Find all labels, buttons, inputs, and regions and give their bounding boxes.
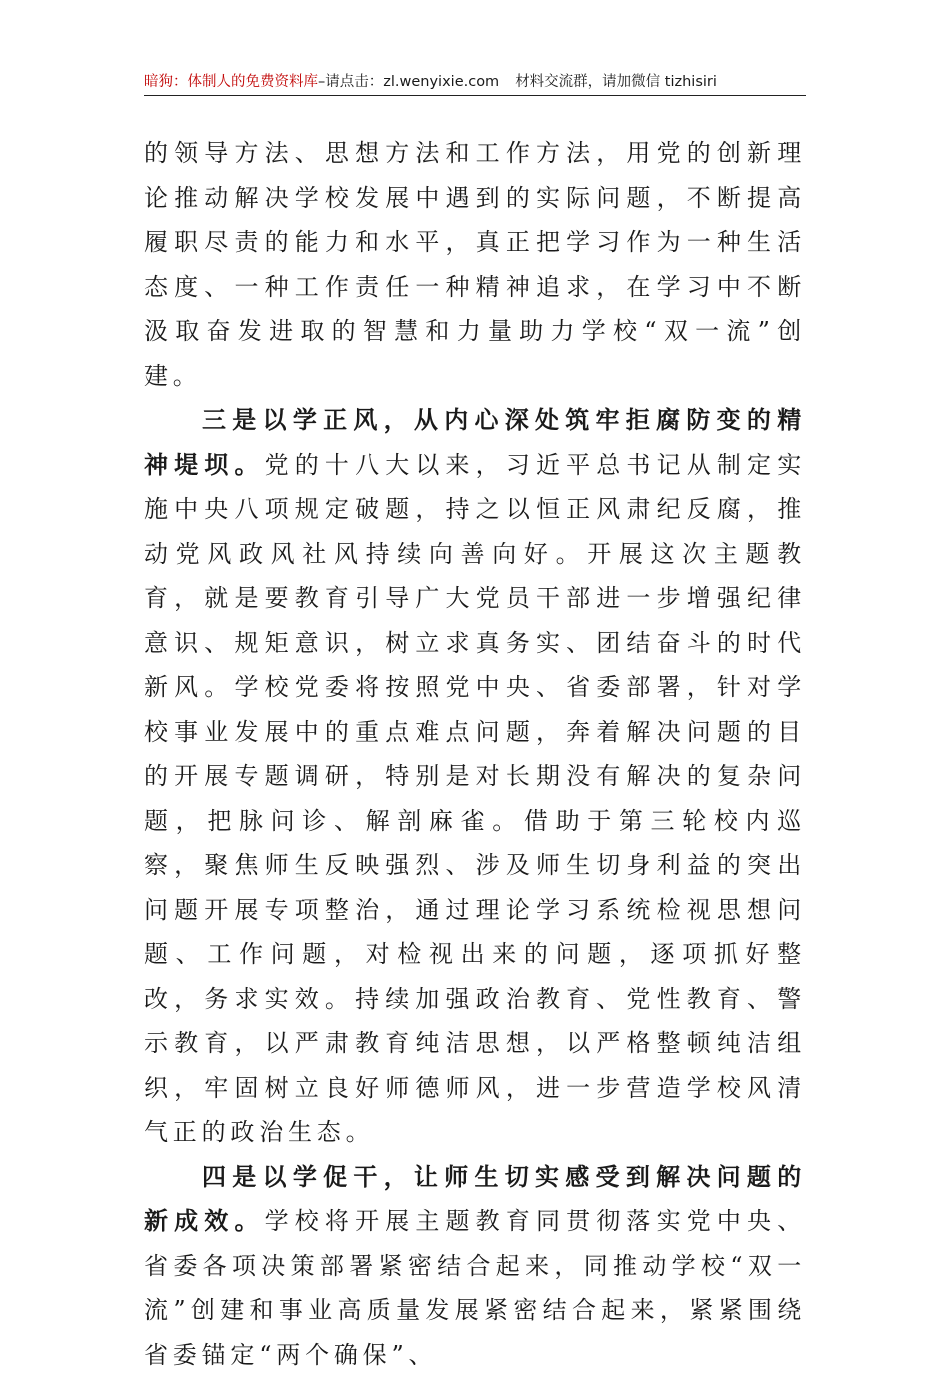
paragraph-body: 学校将开展主题教育同贯彻落实党中央、省委各项决策部署紧密结合起来，同推动学校“双一流”创建和事业高质量发展紧密结合起来，紧紧围绕省委锚定“两个确保”、 xyxy=(144,1207,806,1369)
header-group-note: 材料交流群，请加微信 tizhisiri xyxy=(515,74,717,90)
header-divider xyxy=(144,95,806,96)
header-site-name: 暗狗：体制人的免费资料库 xyxy=(144,74,318,90)
section-heading: 三是以学正风，从内心深处筑牢拒腐防变的精神堤坝。 xyxy=(144,405,806,479)
header-link-prompt[interactable]: –请点击：zl.wenyixie.com xyxy=(318,74,499,90)
paragraph-section-three xyxy=(144,398,806,1155)
paragraph-body: 党的十八大以来，习近平总书记从制定实施中央八项规定破题，持之以恒正风肃纪反腐，推动党风政风社风持续向善向好。开展这次主题教育，就是要教育引导广大党员干部进一步增强纪律意识、规矩意识，树立求真务实、团结奋斗的时代新风。学校党委将按照党中央、省委部署，针对学校事业发展中的重点难点问题，奔着解决问题的目的开展专题调研，特别是对长期没有解决的复杂问题，把脉问诊、解剖麻雀。借助于第三轮校内巡察，聚焦师生反映强烈、涉及师生切身利益的突出问题开展专项整治，通过理论学习系统检视思想问题、工作问题，对检视出来的问题，逐项抓好整改，务求实效。持续加强政治教育、党性教育、警示教育，以严肃教育纯洁思想，以严格整顿纯洁组织，牢固树立良好师德师风，进一步营造学校风清气正的政治生态。 xyxy=(144,451,806,1147)
paragraph-continuation xyxy=(144,131,806,398)
document-body xyxy=(144,131,806,1377)
section-heading: 四是以学促干，让师生切实感受到解决问题的新成效。 xyxy=(144,1162,806,1236)
paragraph-body: 的领导方法、思想方法和工作方法，用党的创新理论推动解决学校发展中遇到的实际问题，不断提高履职尽责的能力和水平，真正把学习作为一种生活态度、一种工作责任一种精神追求，在学习中不断汲取奋发进取的智慧和力量助力学校“双一流”创建。 xyxy=(144,139,806,390)
page-header xyxy=(144,70,806,94)
